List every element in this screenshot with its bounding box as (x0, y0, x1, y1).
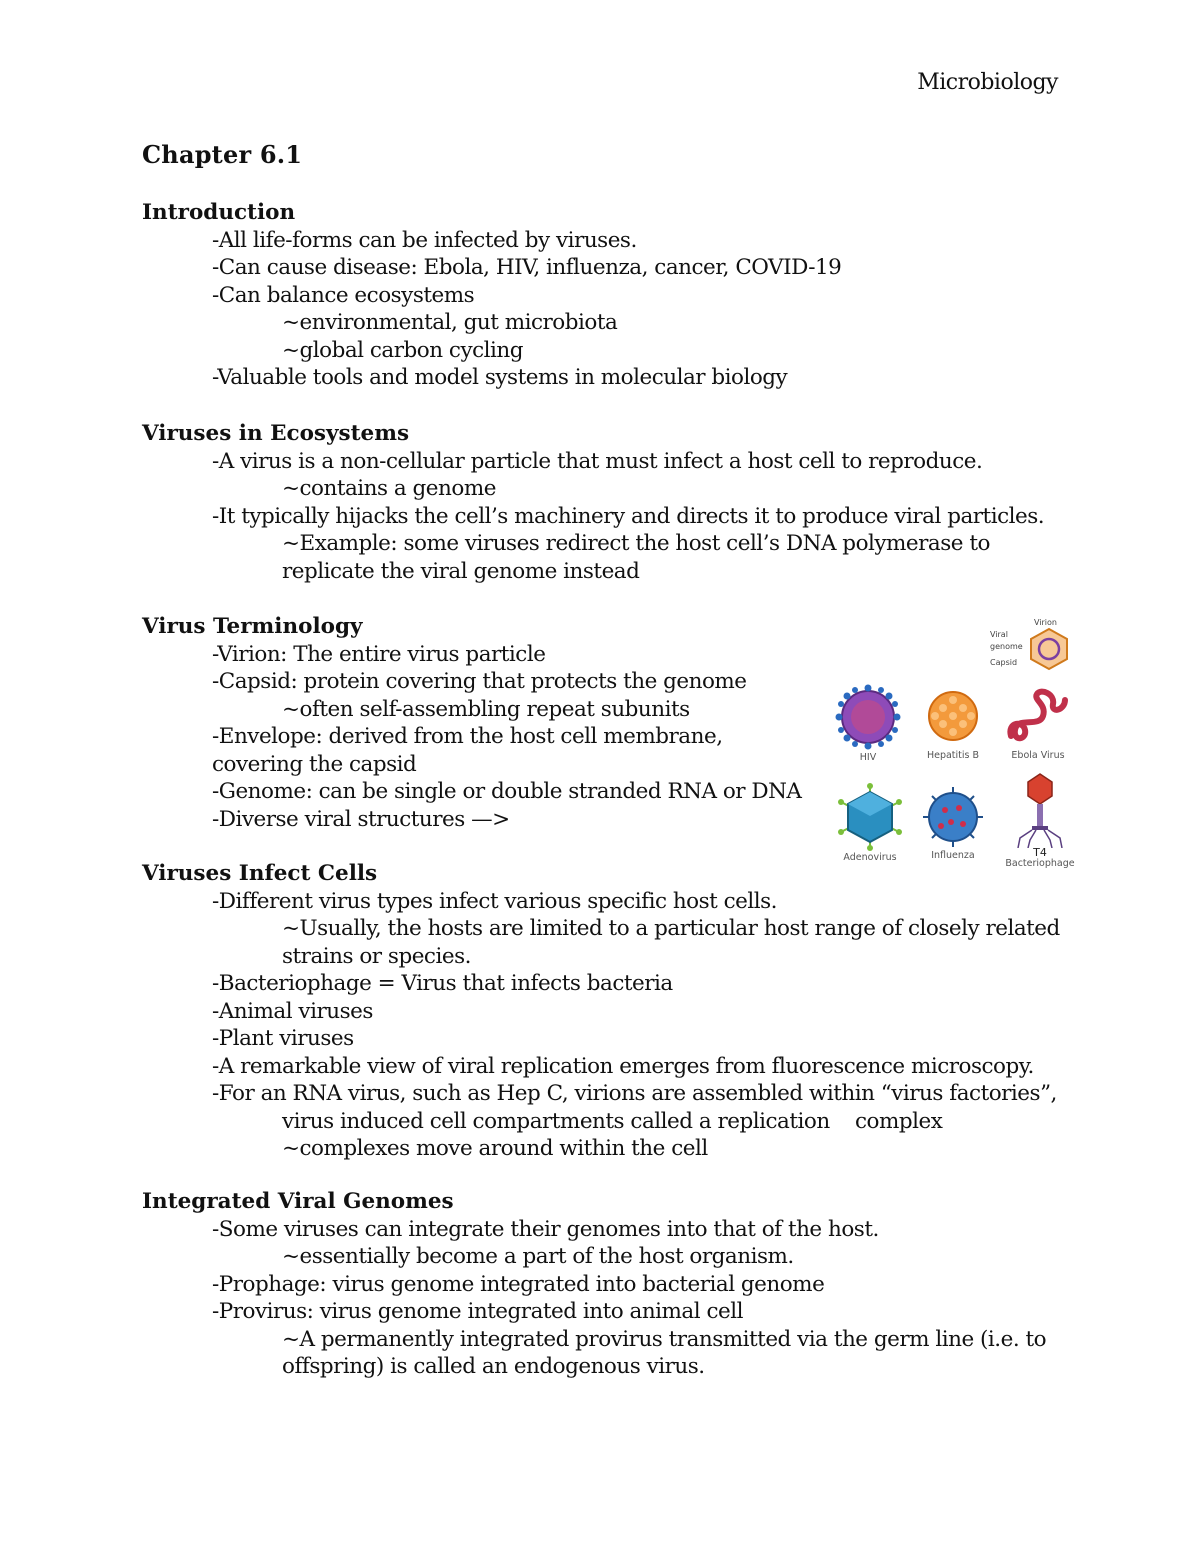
bullet: -Animal viruses (212, 998, 373, 1024)
viral-label: Viral (990, 630, 1008, 639)
bullet: -A virus is a non-cellular particle that must infect a host cell to reproduce. (212, 448, 983, 474)
sub-bullet: ~contains a genome (282, 476, 496, 501)
section-integrated-genomes (142, 1188, 1082, 1381)
adenovirus-cell (832, 782, 908, 863)
bullet: -Prophage: virus genome integrated into bacterial genome (212, 1271, 825, 1297)
section-heading: Viruses Infect Cells (142, 861, 378, 886)
ebola-cell (1000, 686, 1076, 761)
hiv-cell (830, 682, 906, 763)
sub-bullet: ~Usually, the hosts are limited to a particular host range of closely related (282, 916, 1060, 941)
bullet: -For an RNA virus, such as Hep C, virions are assembled within “virus factories”, (212, 1081, 1057, 1106)
chapter-title: Chapter 6.1 (142, 140, 303, 169)
sub-bullet: ~environmental, gut microbiota (282, 310, 618, 335)
bullet: -Genome: can be single or double stranded RNA or DNA (212, 779, 802, 804)
section-heading: Integrated Viral Genomes (142, 1189, 454, 1214)
bacteriophage-label: Bacteriophage (1005, 858, 1075, 869)
genome-label: genome (990, 642, 1023, 651)
ebola-virus-icon (1003, 686, 1073, 746)
course-header: Microbiology (917, 70, 1058, 95)
sub-bullet-continued: strains or species. (282, 943, 471, 969)
sub-bullet: ~essentially become a part of the host organism. (282, 1244, 794, 1269)
bullet: -Can cause disease: Ebola, HIV, influenza, cancer, COVID-19 (212, 255, 842, 280)
hiv-virus-icon (833, 682, 903, 752)
hepatitis-b-label: Hepatitis B (926, 750, 980, 761)
bullet: -Diverse viral structures —> (212, 806, 510, 832)
adenovirus-label: Adenovirus (843, 852, 897, 863)
bullet-continued: covering the capsid (212, 751, 417, 777)
virus-structures-figure (826, 612, 1080, 882)
bacteriophage-cell (1000, 772, 1080, 869)
virion-label: Virion (1034, 618, 1057, 627)
section-heading: Virus Terminology (142, 614, 363, 639)
bullet: -A remarkable view of viral replication emerges from fluorescence microscopy. (212, 1053, 1034, 1079)
bullet: -It typically hijacks the cell’s machinery and directs it to produce viral particles. (212, 503, 1045, 529)
section-ecosystems (142, 420, 1082, 585)
bullet: -Valuable tools and model systems in molecular biology (212, 365, 788, 390)
hepatitis-b-cell (918, 686, 988, 761)
sub-bullet: ~global carbon cycling (282, 337, 524, 363)
bullet: -All life-forms can be infected by viruses. (212, 227, 637, 253)
hiv-label: HIV (859, 752, 877, 763)
bullet: -Virion: The entire virus particle (212, 641, 546, 667)
bullet: -Plant viruses (212, 1026, 354, 1051)
t4-bacteriophage-icon (1010, 772, 1070, 848)
section-heading: Viruses in Ecosystems (142, 421, 410, 446)
sub-bullet: ~often self-assembling repeat subunits (282, 696, 690, 722)
bullet: -Some viruses can integrate their genomes into that of the host. (212, 1216, 879, 1242)
adenovirus-icon (835, 782, 905, 852)
ebola-label: Ebola Virus (1011, 750, 1065, 761)
sub-bullet-continued: offspring) is called an endogenous virus. (282, 1354, 705, 1379)
influenza-virus-icon (921, 784, 985, 850)
capsid-label: Capsid (990, 658, 1018, 667)
sub-bullet: ~Example: some viruses redirect the host cell’s DNA polymerase to (282, 531, 990, 556)
sub-bullet-continued: replicate the viral genome instead (282, 558, 640, 584)
section-heading: Introduction (142, 200, 296, 225)
sub-bullet: ~A permanently integrated provirus transmitted via the germ line (i.e. to (282, 1326, 1047, 1352)
section-introduction (142, 199, 1082, 392)
bullet: -Capsid: protein covering that protects the genome (212, 669, 747, 694)
influenza-cell (918, 784, 988, 861)
section-infect-cells (142, 860, 1082, 1163)
bullet: -Different virus types infect various specific host cells. (212, 888, 778, 914)
bullet: -Can balance ecosystems (212, 282, 475, 308)
hepatitis-b-virus-icon (923, 686, 983, 746)
sub-bullet: ~complexes move around within the cell (282, 1136, 708, 1161)
bullet: -Envelope: derived from the host cell membrane, (212, 724, 723, 749)
virion-diagram-icon (1026, 626, 1072, 672)
bullet-continued: virus induced cell compartments called a replication complex (282, 1108, 943, 1134)
bullet: -Bacteriophage = Virus that infects bacteria (212, 971, 673, 996)
t4-label: T4 (1033, 846, 1047, 859)
bullet: -Provirus: virus genome integrated into animal cell (212, 1299, 743, 1324)
influenza-label: Influenza (931, 850, 975, 861)
